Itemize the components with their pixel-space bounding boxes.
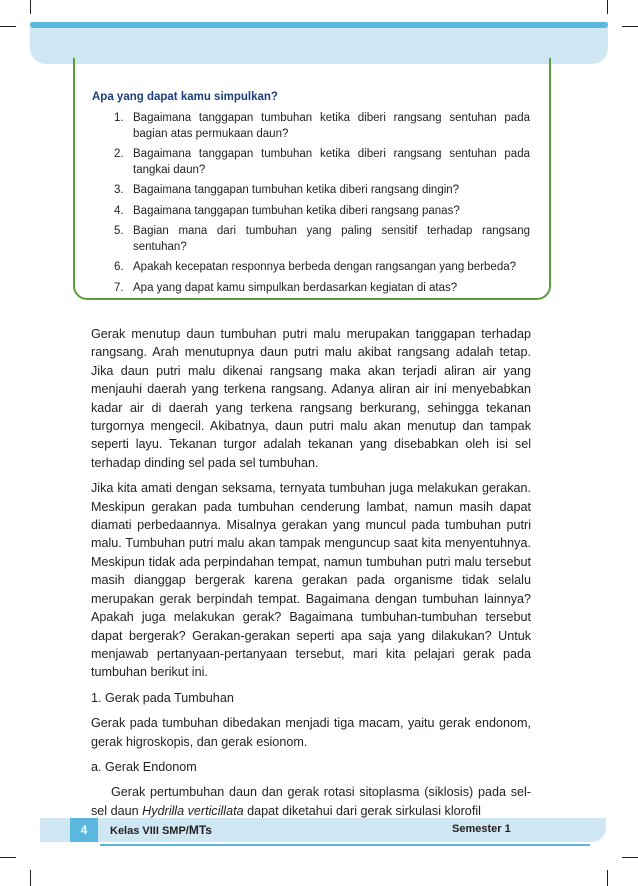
question-text: Bagian mana dari tumbuhan yang paling sensitif terhadap rangsang sentuhan? <box>133 225 530 253</box>
book-title-mts: MTs <box>188 823 212 837</box>
question-number: 7. <box>114 281 124 294</box>
question-text: Bagaimana tanggapan tumbuhan ketika diberi rangsang sentuhan pada tangkai daun? <box>133 148 530 176</box>
section-heading: 1. Gerak pada Tumbuhan <box>91 690 234 705</box>
semester-label: Semester 1 <box>452 823 511 835</box>
crop-mark <box>622 857 638 858</box>
question-number: 1. <box>114 112 124 124</box>
question-list <box>114 111 530 301</box>
crop-mark <box>607 0 608 14</box>
crop-mark <box>607 870 608 886</box>
crop-mark <box>0 857 16 858</box>
crop-mark <box>30 0 31 14</box>
paragraph-endonom-part1: Gerak pertumbuhan daun dan gerak rotasi sitoplasma (siklosis) pada sel-sel daun <box>91 785 531 818</box>
paragraph-endonom-part2: dapat diketahui dari gerak sirkulasi klorofil <box>243 803 481 818</box>
question-item <box>114 260 530 276</box>
book-title <box>110 823 212 837</box>
question-number: 4. <box>114 204 124 217</box>
body-text <box>91 325 531 827</box>
page-number: 4 <box>70 818 98 842</box>
question-item <box>114 183 530 199</box>
paragraph-types: Gerak pada tumbuhan dibedakan menjadi tiga macam, yaitu gerak endonom, gerak higroskopis, dan gerak esionom. <box>91 716 531 749</box>
question-text: Apakah kecepatan responnya berbeda dengan rangsangan yang berbeda? <box>133 261 517 273</box>
species-name: Hydrilla verticillata <box>142 803 244 818</box>
question-text: Bagaimana tanggapan tumbuhan ketika diberi rangsang panas? <box>133 204 460 217</box>
crop-mark <box>30 870 31 886</box>
paragraph-plant-movement: Jika kita amati dengan seksama, ternyata tumbuhan juga melakukan gerakan. Meskipun gerakan pada tumbuhan cenderung lambat, namun masih dapat diamati perbedaannya. Misalnya gerakan yang muncul pada tumbuhan putri malu. Tumbuhan putri malu akan tampak menguncup saat kita menyentuhnya. Meskipun tidak ada perpindahan tempat, namun tumbuhan putri malu tersebut masih dianggap bergerak karena gerakan pada organisme tidak selalu merupakan gerak berpindah tempat. Bagaimana dengan tumbuhan lainnya? Apakah juga melakukan gerak? Bagaimana tumbuhan-tumbuhan tersebut dapat bergerak? Gerakan-gerakan seperti apa saja yang dilakukan? Untuk menjawab pertanyaan-pertanyaan tersebut, mari kita pelajari gerak pada tumbuhan berikut ini. <box>91 481 531 680</box>
question-text: Apa yang dapat kamu simpulkan berdasarkan kegiatan di atas? <box>133 281 458 294</box>
question-item <box>114 224 530 255</box>
question-number: 5. <box>114 225 124 237</box>
subsection-heading: a. Gerak Endonom <box>91 759 197 774</box>
question-number: 6. <box>114 261 124 273</box>
crop-mark <box>0 26 16 27</box>
question-item <box>114 204 530 220</box>
question-number: 3. <box>114 184 124 196</box>
paragraph-turgor: Gerak menutup daun tumbuhan putri malu merupakan tanggapan terhadap rangsang. Arah menutupnya daun putri malu akibat rangsang adalah tetap. Jika daun putri malu dikenai rangsang maka akan terjadi aliran air yang menjauhi daerah yang terkena rangsang. Adanya aliran air ini menyebabkan kadar air di daerah yang terkena rangsang berkurang, sehingga tekanan turgornya mengecil. Akibatnya, daun putri malu akan menutup dan tampak seperti layu. Tekanan turgor adalah tekanan yang disebabkan oleh isi sel terhadap dinding sel pada sel tumbuhan. <box>91 327 531 470</box>
question-item <box>114 281 530 297</box>
question-box-title: Apa yang dapat kamu simpulkan? <box>92 91 278 103</box>
question-number: 2. <box>114 148 124 160</box>
question-text: Bagaimana tanggapan tumbuhan ketika diberi rangsang dingin? <box>133 184 460 196</box>
book-title-text: Kelas VIII SMP/ <box>110 825 189 837</box>
question-item <box>114 111 530 142</box>
question-text: Bagaimana tanggapan tumbuhan ketika diberi rangsang sentuhan pada bagian atas permukaan daun? <box>133 112 530 140</box>
paragraph-endonom <box>91 783 531 820</box>
question-item <box>114 147 530 178</box>
crop-mark <box>622 26 638 27</box>
footer-line <box>100 844 590 846</box>
